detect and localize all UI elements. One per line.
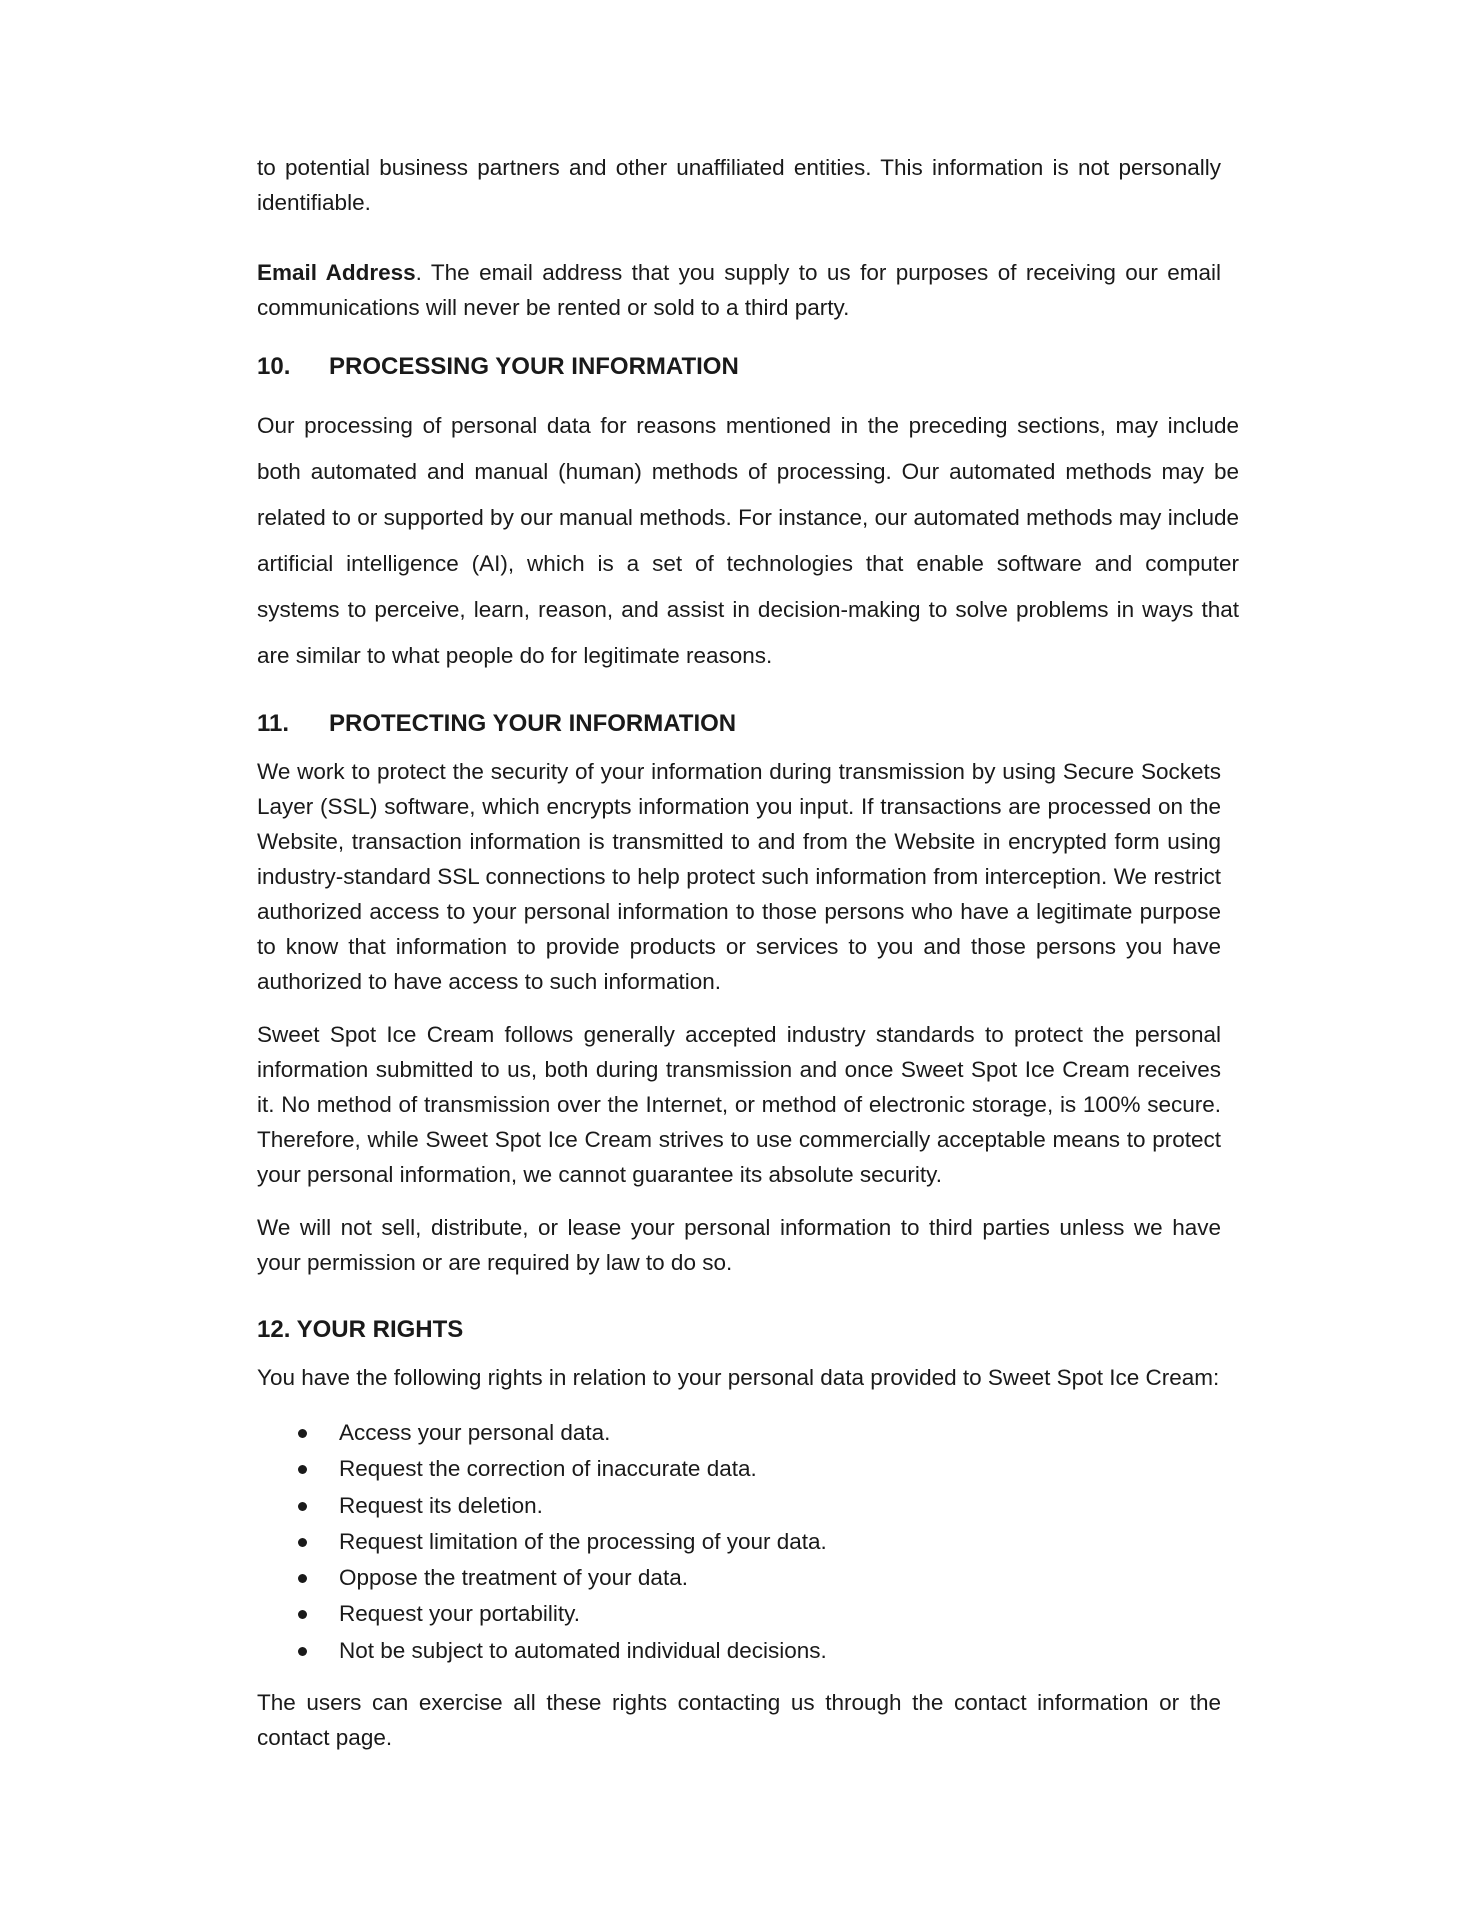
email-address-text: . The email address that you supply to us for purposes of receiving our email communications will never be rented or sold to a third party. xyxy=(257,260,1222,320)
right-text: Request limitation of the processing of your data. xyxy=(339,1528,827,1554)
section-12-heading: 12. YOUR RIGHTS xyxy=(257,1316,464,1343)
list-item xyxy=(257,1596,1221,1632)
list-item xyxy=(257,1633,1221,1669)
document-page xyxy=(257,150,1239,1755)
section-11-heading xyxy=(257,710,1221,738)
bullet-icon xyxy=(298,1538,307,1547)
bullet-icon xyxy=(298,1502,307,1511)
rights-list xyxy=(257,1415,1221,1669)
list-item xyxy=(257,1488,1221,1524)
section-10-title: PROCESSING YOUR INFORMATION xyxy=(329,353,739,380)
section-11-paragraph-2: Sweet Spot Ice Cream follows generally accepted industry standards to protect the personal information submitted to us, both during transmission and once Sweet Spot Ice Cream receives it. No method of transmission over the Internet, or method of electronic storage, is 100% secure. Therefore, while Sweet Spot Ice Cream strives to use commercially acceptable means to protect your personal information, we cannot guarantee its absolute security. xyxy=(257,1022,1221,1187)
right-text: Request the correction of inaccurate data. xyxy=(339,1456,757,1482)
section-10-paragraph: Our processing of personal data for reasons mentioned in the preceding sections, may include both automated and manual (human) methods of processing. Our automated methods may be related to or supported by our manual methods. For instance, our automated methods may include artificial intelligence (AI), which is a set of technologies that enable software and computer systems to perceive, learn, reason, and assist in decision-making to solve problems in ways that are similar to what people do for legitimate reasons. xyxy=(257,413,1239,668)
right-text: Oppose the treatment of your data. xyxy=(339,1565,688,1591)
section-12-closing: The users can exercise all these rights contacting us through the contact information or the contact page. xyxy=(257,1690,1221,1751)
list-item xyxy=(257,1415,1221,1451)
bullet-icon xyxy=(298,1574,307,1583)
section-11-title: PROTECTING YOUR INFORMATION xyxy=(329,710,737,737)
right-text: Access your personal data. xyxy=(339,1420,611,1445)
section-11-number: 11. xyxy=(257,710,290,737)
section-12-intro: You have the following rights in relation to your personal data provided to Sweet Spot Ice Cream: xyxy=(257,1365,1220,1390)
section-11-paragraph-1: We work to protect the security of your information during transmission by using Secure Sockets Layer (SSL) software, which encrypts information you input. If transactions are processed on the Website, transaction information is transmitted to and from the Website in encrypted form using industry-standard SSL connections to help protect such information from interception. We restrict authorized access to your personal information to those persons who have a legitimate purpose to know that information to provide products or services to you and those persons you have authorized to have access to such information. xyxy=(257,759,1221,994)
right-text: Not be subject to automated individual decisions. xyxy=(339,1637,827,1663)
email-address-paragraph xyxy=(257,255,1221,325)
bullet-icon xyxy=(298,1647,307,1656)
list-item xyxy=(257,1451,1221,1487)
right-text: Request your portability. xyxy=(339,1601,580,1627)
right-text: Request its deletion. xyxy=(339,1492,543,1518)
bullet-icon xyxy=(298,1610,307,1619)
email-address-label: Email Address xyxy=(257,260,416,285)
intro-paragraph: to potential business partners and other unaffiliated entities. This information is not personally identifiable. xyxy=(257,155,1221,215)
list-item xyxy=(257,1524,1221,1560)
section-11-paragraph-3: We will not sell, distribute, or lease your personal information to third parties unless we have your permission or are required by law to do so. xyxy=(257,1215,1221,1275)
bullet-icon xyxy=(298,1429,307,1438)
list-item xyxy=(257,1560,1221,1596)
section-10-number: 10. xyxy=(257,353,291,380)
bullet-icon xyxy=(298,1465,307,1474)
section-10-heading xyxy=(257,353,1221,381)
